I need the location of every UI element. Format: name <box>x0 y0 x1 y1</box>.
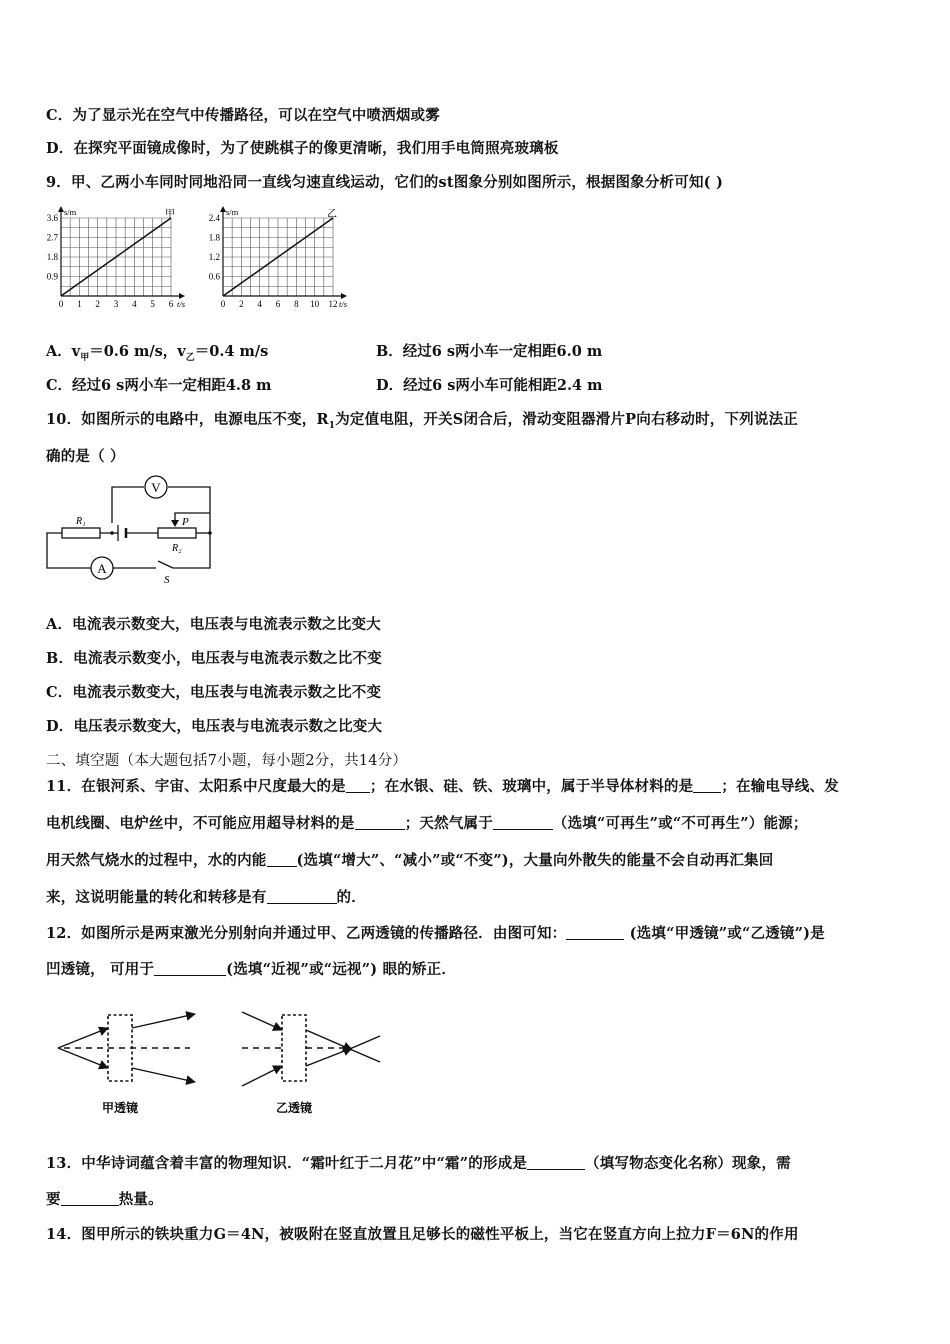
x-tick-label: 12 <box>328 299 338 309</box>
lens-jia <box>58 1014 195 1082</box>
q9-option-a: A．$v_甲=0.6$ m/s，$v_乙=0.4$ m/s <box>46 343 269 363</box>
q14-line1: 14．图甲所示的铁块重力G＝4N，被吸附在竖直放置且足够长的磁性平板上，当它在竖直方向上拉力F＝6N的作用 <box>46 1226 799 1243</box>
r1-label: R₁ <box>76 516 86 527</box>
x-axis-label: t/s <box>177 299 186 309</box>
q9-option-b: B．经过6 s两小车一定相距6.0 m <box>376 343 603 360</box>
y-tick-label: 0.6 <box>208 271 220 282</box>
x-axis-label: t/s <box>339 299 348 309</box>
r2-label: R₂ <box>172 543 182 554</box>
x-tick-label: 0 <box>58 299 64 309</box>
y-tick-label: 1.8 <box>208 232 220 243</box>
lens-yi <box>242 1012 380 1086</box>
x-tick-label: 2 <box>95 299 100 309</box>
q11-line3: 用天然气烧水的过程中，水的内能 (选填“增大”、“减小”或“不变”)，大量向外散失的能量不会自动再汇集回 <box>46 852 774 869</box>
q10-option-c: C．电流表示数变大，电压表与电流表示数之比不变 <box>46 684 382 701</box>
x-tick-label: 5 <box>150 299 155 309</box>
q10-option-a: A．电流表示数变大，电压表与电流表示数之比变大 <box>46 616 381 633</box>
q11-line1: 11．在银河系、宇宙、太阳系中尺度最大的是 ；在水银、硅、铁、玻璃中，属于半导体材料的是 ；在输电导线、发 <box>46 778 839 795</box>
q13-line1: 13．中华诗词蕴含着丰富的物理知识．“霜叶红于二月花”中“霜”的形成是 （填写物态变化名称）现象，需 <box>46 1155 791 1172</box>
y-tick-label: 2.4 <box>208 213 220 223</box>
y-tick-label: 0.9 <box>46 271 58 282</box>
q12-line1: 12．如图所示是两束激光分别射向并通过甲、乙两透镜的传播路径．由图可知： (选填“甲透镜”或“乙透镜”)是 <box>46 925 825 942</box>
lens-yi-label: 乙透镜 <box>275 1101 313 1115</box>
q10-stem-line1: 10．如图所示的电路中，电源电压不变，$R_1$为定值电阻，开关S闭合后，滑动变阻器滑片P向右移动时，下列说法正 <box>46 411 798 431</box>
q8-option-c: C．为了显示光在空气中传播路径，可以在空气中喷洒烟或雾 <box>46 107 440 124</box>
voltmeter-label: V <box>151 480 161 495</box>
q10-option-b: B．电流表示数变小，电压表与电流表示数之比不变 <box>46 650 382 667</box>
graph-title: 甲 <box>165 209 175 220</box>
lens-jia-label: 甲透镜 <box>101 1101 139 1115</box>
y-axis-label: s/m <box>64 207 77 217</box>
switch-label: S <box>164 574 170 586</box>
x-tick-label: 4 <box>132 299 137 309</box>
graph-title: 乙 <box>327 209 337 220</box>
x-tick-label: 2 <box>239 299 244 309</box>
section-heading: 二、填空题（本大题包括7小题，每小题2分，共14分） <box>46 753 408 769</box>
x-tick-label: 8 <box>294 299 299 309</box>
x-tick-label: 6 <box>275 299 281 309</box>
graph-yi <box>209 206 348 309</box>
q8-option-d: D．在探究平面镜成像时，为了使跳棋子的像更清晰，我们用手电筒照亮玻璃板 <box>46 140 559 157</box>
q12-line2: 凹透镜， 可用于 (选填“近视”或“远视”) 眼的矫正． <box>46 961 457 978</box>
y-axis-label: s/m <box>226 207 239 217</box>
y-tick-label: 1.8 <box>46 252 58 262</box>
q9-stem: 9．甲、乙两小车同时同地沿同一直线匀速直线运动，它们的st图象分别如图所示，根据图象分析可知( ) <box>46 174 724 191</box>
q9-option-d: D．经过6 s两小车可能相距2.4 m <box>376 377 603 394</box>
q13-line2: 要 热量。 <box>46 1191 163 1208</box>
x-tick-label: 3 <box>113 299 119 309</box>
x-tick-label: 1 <box>77 299 82 309</box>
q10-option-d: D．电压表示数变大，电压表与电流表示数之比变大 <box>46 718 383 735</box>
lens-diagram <box>50 1000 390 1120</box>
y-tick-label: 3.6 <box>46 213 58 223</box>
q9-graphs <box>40 198 370 310</box>
q11-line4: 来，这说明能量的转化和转移是有 的． <box>46 889 366 906</box>
y-tick-label: 1.2 <box>208 252 220 262</box>
q10-stem-line2: 确的是（ ） <box>46 448 125 465</box>
q9-option-c: C．经过6 s两小车一定相距4.8 m <box>46 377 272 394</box>
circuit-diagram <box>40 475 220 587</box>
x-tick-label: 10 <box>310 299 320 309</box>
slider-label: P <box>182 516 189 528</box>
graph-jia <box>47 206 186 309</box>
q11-line2: 电机线圈、电炉丝中，不可能应用超导材料的是 ；天然气属于 （选填“可再生”或“不可再生”）能源； <box>46 815 808 832</box>
x-tick-label: 6 <box>168 299 174 309</box>
y-tick-label: 2.7 <box>46 232 58 243</box>
ammeter-label: A <box>97 561 107 576</box>
x-tick-label: 4 <box>257 299 262 309</box>
x-tick-label: 0 <box>220 299 226 309</box>
